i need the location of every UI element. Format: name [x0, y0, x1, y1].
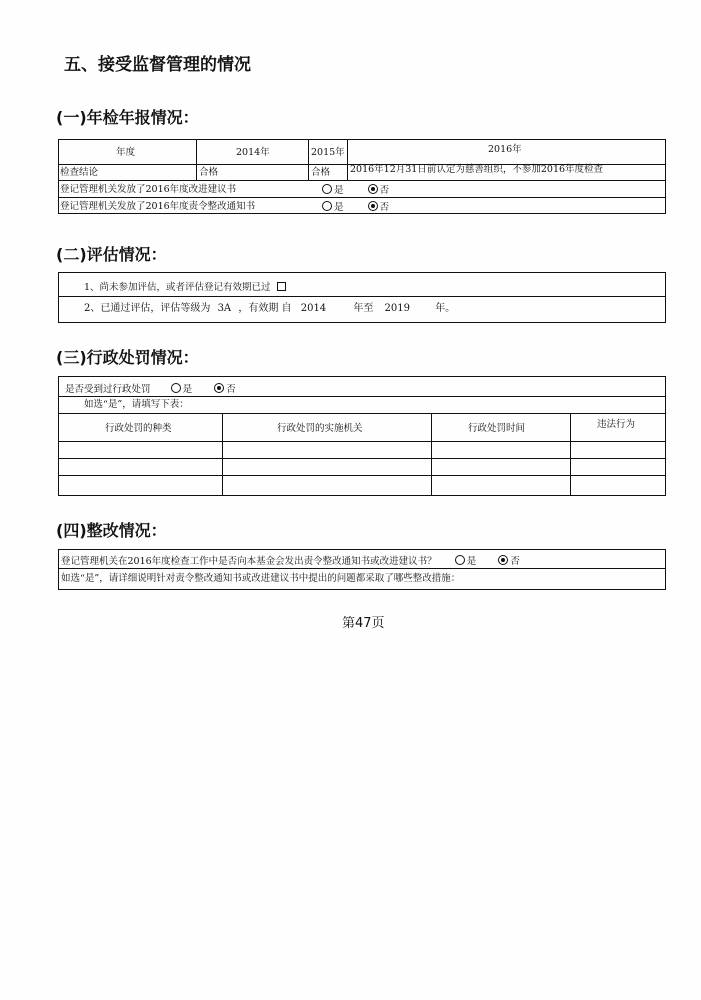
section-title: 五、接受监督管理的情况 [64, 55, 251, 75]
suggestion-radio-group [322, 184, 389, 196]
order-radio-group [322, 201, 389, 213]
order-no-label: 否 [379, 202, 390, 213]
col-penalty-act: 违法行为 [597, 419, 636, 430]
order-yes-radio[interactable] [322, 201, 332, 211]
order-yes-label: 是 [334, 202, 344, 213]
page-number: 第47页 [342, 616, 385, 631]
evaluation-line2-to: 年至 [353, 303, 374, 314]
rectification-heading: (四)整改情况： [56, 521, 167, 540]
conclusion-2014: 合格 [199, 167, 219, 178]
col-2014: 2014年 [236, 147, 270, 158]
evaluation-grade: 3A [217, 303, 232, 314]
evaluation-line1-text: 1、尚未参加评估，或者评估登记有效期已过 [84, 282, 271, 293]
evaluation-heading: (二)评估情况： [56, 245, 167, 264]
suggestion-yes-label: 是 [334, 185, 344, 196]
col-penalty-type: 行政处罚的种类 [105, 423, 172, 434]
penalty-yes-label: 是 [182, 384, 193, 395]
evaluation-line2 [84, 304, 455, 314]
rectification-yes-label: 是 [466, 556, 477, 567]
conclusion-2015: 合格 [311, 167, 331, 178]
evaluation-line1 [84, 282, 286, 293]
rectification-no-label: 否 [510, 556, 520, 567]
row-suggestion-label: 登记管理机关发放了2016年度改进建议书 [60, 184, 237, 195]
evaluation-line2-end: 年。 [435, 303, 456, 314]
row-order-label: 登记管理机关发放了2016年度责令整改通知书 [60, 201, 256, 212]
rectification-question [61, 555, 520, 567]
rectification-question-text: 登记管理机关在2016年度检查工作中是否向本基金会发出责令整改通知书或改进建议书？ [61, 556, 437, 567]
penalty-heading: (三)行政处罚情况： [56, 348, 199, 367]
penalty-instruction: 如选“是”，请填写下表： [84, 399, 189, 410]
rectification-instruction: 如选“是”，请详细说明针对责令整改通知书或改进建议书中提出的问题都采取了哪些整改措施： [61, 573, 461, 584]
evaluation-start-year: 2014 [300, 303, 327, 314]
row-conclusion-label: 检查结论 [60, 167, 99, 178]
order-no-radio[interactable] [368, 201, 378, 211]
evaluation-expired-checkbox[interactable] [277, 282, 286, 291]
rectification-no-radio[interactable] [498, 555, 508, 565]
col-2016: 2016年 [488, 144, 522, 155]
penalty-no-radio[interactable] [214, 383, 224, 393]
suggestion-no-label: 否 [379, 185, 390, 196]
penalty-question [65, 383, 236, 395]
col-penalty-agency: 行政处罚的实施机关 [277, 423, 363, 434]
evaluation-end-year: 2019 [384, 303, 410, 314]
rectification-yes-radio[interactable] [455, 555, 465, 565]
col-penalty-time: 行政处罚时间 [468, 423, 526, 434]
evaluation-line2-prefix: 2、已通过评估，评估等级为 [84, 303, 211, 314]
suggestion-no-radio[interactable] [368, 184, 378, 194]
annual-check-heading: (一)年检年报情况： [56, 108, 199, 127]
penalty-yes-radio[interactable] [171, 383, 181, 393]
penalty-no-label: 否 [226, 384, 236, 395]
col-year-label: 年度 [116, 147, 136, 158]
conclusion-2016: 2016年12月31日前认定为慈善组织，不参加2016年度检查 [350, 164, 604, 175]
penalty-question-text: 是否受到过行政处罚 [65, 384, 151, 395]
evaluation-line2-mid: ，有效期 自 [238, 303, 292, 314]
col-2015: 2015年 [311, 147, 345, 158]
suggestion-yes-radio[interactable] [322, 184, 332, 194]
